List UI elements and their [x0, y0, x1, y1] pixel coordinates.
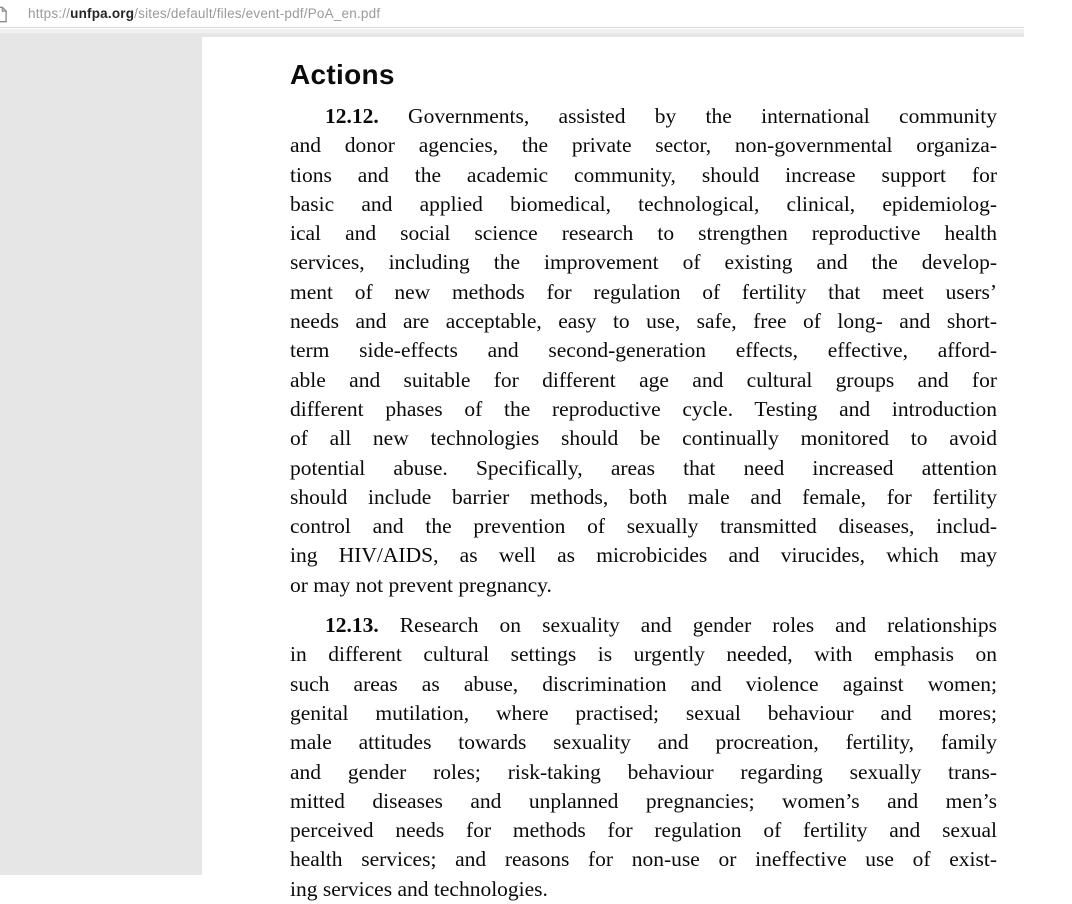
- text-line: perceived needs for methods for regulation of fertility and sexual: [290, 818, 997, 843]
- text-line: term side-effects and second-generation effects, effective, afford-: [290, 338, 997, 363]
- paragraph-number: 12.12.: [325, 104, 379, 128]
- url-text[interactable]: [28, 0, 380, 27]
- url-protocol: https://: [28, 6, 71, 21]
- text-line: in different cultural settings is urgently needed, with emphasis on: [290, 642, 997, 667]
- text-line: potential abuse. Specifically, areas that need increased attention: [290, 455, 997, 480]
- text-line-segment: Governments, assisted by the international community: [378, 104, 997, 128]
- text-line: [290, 102, 997, 131]
- text-line: [290, 611, 997, 640]
- text-line: of all new technologies should be continually monitored to avoid: [290, 426, 997, 451]
- text-line: ical and social science research to strengthen reproductive health: [290, 221, 997, 246]
- text-line: tions and the academic community, should increase support for: [290, 162, 997, 187]
- page-content: [290, 59, 997, 904]
- paragraph-12-13: [290, 611, 997, 904]
- text-line: health services; and reasons for non-use or ineffective use of exist-: [290, 847, 997, 872]
- text-line: such areas as abuse, discrimination and violence against women;: [290, 671, 997, 696]
- pdf-page: [202, 37, 1072, 901]
- viewer-top-strip: [0, 29, 1024, 33]
- pdf-viewer[interactable]: [0, 29, 1024, 901]
- paragraph-12-12: [290, 102, 997, 600]
- paragraph-number: 12.13.: [325, 613, 379, 638]
- document-icon: [0, 6, 8, 23]
- text-line: male attitudes towards sexuality and procreation, fertility, family: [290, 730, 997, 755]
- text-line: basic and applied biomedical, technological, clinical, epidemiolog-: [290, 191, 997, 216]
- text-line: different phases of the reproductive cycle. Testing and introduction: [290, 396, 997, 421]
- text-line: or may not prevent pregnancy.: [290, 572, 552, 597]
- text-line-segment: Research on sexuality and gender roles and relationships: [378, 613, 997, 638]
- url-domain: unfpa.org: [70, 6, 135, 21]
- section-heading: Actions: [290, 59, 395, 90]
- text-line: able and suitable for different age and cultural groups and for: [290, 367, 997, 392]
- text-line: ing HIV/AIDS, as well as microbicides and virucides, which may: [290, 543, 997, 568]
- text-line: should include barrier methods, both male and female, for fertility: [290, 484, 997, 509]
- text-line: genital mutilation, where practised; sexual behaviour and mores;: [290, 700, 997, 725]
- text-line: mitted diseases and unplanned pregnancies; women’s and men’s: [290, 788, 997, 813]
- text-line: ing services and technologies.: [290, 876, 548, 901]
- text-line: needs and are acceptable, easy to use, safe, free of long- and short-: [290, 309, 997, 334]
- text-line: services, including the improvement of existing and the develop-: [290, 250, 997, 275]
- text-line: and donor agencies, the private sector, non-governmental organiza-: [290, 133, 997, 158]
- address-bar[interactable]: [0, 0, 1024, 28]
- url-path: /sites/default/files/event-pdf/PoA_en.pdf: [134, 6, 381, 21]
- text-line: and gender roles; risk-taking behaviour regarding sexually trans-: [290, 759, 997, 784]
- text-line: ment of new methods for regulation of fertility that meet users’: [290, 279, 997, 304]
- text-line: control and the prevention of sexually transmitted diseases, includ-: [290, 514, 997, 539]
